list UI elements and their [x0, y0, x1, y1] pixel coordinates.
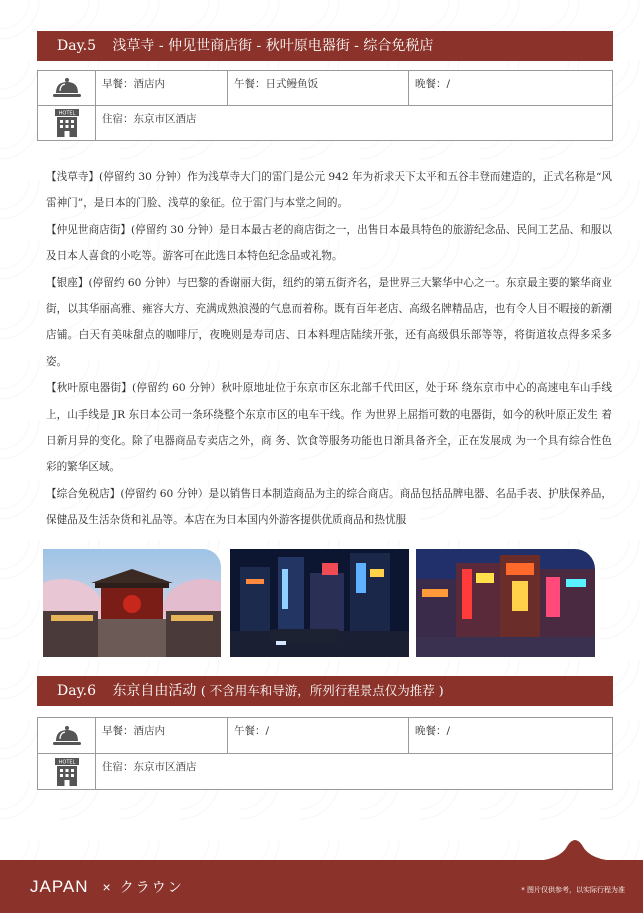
attraction-descriptions [46, 164, 612, 534]
day5-label: Day.5 [57, 38, 96, 54]
paragraph-ginza: 【银座】(停留约 60 分钟）与巴黎的香谢丽大街，纽约的第五街齐名，是世界三大繁华中心之一。东京最主要的繁华商业街，以其华丽高雅、雍容大方、充满成熟浪漫的气息而着称。既有百年老店、高级名牌精品店，也有令人目不暇接的新潮店铺。白天有美味甜点的咖啡厅，夜晚则是寿司店、日本料理店陆续开张，还有高级俱乐部等等，将街道妆点得多采多姿。 [46, 276, 612, 368]
day6-breakfast: 早餐：酒店内 [96, 718, 228, 754]
ginza-night-street-photo [230, 549, 409, 657]
day6-meal-icon-cell [38, 718, 96, 754]
day6-info-table [37, 717, 613, 790]
day6-dinner: 晚餐：/ [409, 718, 613, 754]
food-cloche-icon [52, 730, 82, 742]
sensoji-temple-photo [43, 549, 221, 657]
paragraph-sensoji: 【浅草寺】(停留约 30 分钟）作为浅草寺大门的雷门是公元 942 年为祈求天下太平和五谷丰登而建造的，正式名称是“风雷神门”，是日本的门脸、浅草的象征。位于雷门与本堂之间的。 [46, 171, 612, 210]
hotel-icon-label: HOTEL [58, 110, 75, 117]
day5-hotel: 住宿：东京市区酒店 [96, 106, 613, 141]
akihabara-neon-street-photo [416, 549, 595, 657]
hotel-building-icon [54, 110, 80, 129]
photo-strip [43, 549, 595, 657]
hotel-icon-label: HOTEL [58, 759, 75, 766]
footer-brand-kana: クラウン [119, 879, 184, 895]
footer-roof-ornament [530, 835, 620, 861]
day6-label: Day.6 [57, 683, 96, 699]
paragraph-akihabara: 【秋叶原电器街】(停留约 60 分钟）秋叶原地址位于东京市区东北部千代田区，处于环 绕东京市中心的高速电车山手线上，山手线是 JR 东日本公司一条环绕整个东京市区的电车干线。作 为世界上屈指可数的电器街，如今的秋叶原正发生 着日新月异的变化。除了电器商品专卖店之外，商 务、饮食等服务功能也日渐具备齐全，正在发展成 为一个具有综合性色彩的繁华区域。 [46, 382, 612, 474]
day6-hotel-icon-cell [38, 754, 96, 790]
hotel-building-icon [54, 759, 80, 778]
day5-info-table [37, 70, 613, 141]
day6-subtitle: ( 不含用车和导游，所列行程景点仅为推荐 ) [200, 683, 444, 698]
paragraph-duty-free: 【综合免税店】(停留约 60 分钟）是以销售日本制造商品为主的综合商店。商品包括品牌电器、名品手表、护肤保养品，保健品及生活杂货和礼品等。本店在为日本国内外游客提供优质商品和热忧服 [46, 487, 612, 527]
footer-note: * 图片仅供参考，以实际行程为准 [521, 886, 625, 894]
day6-header [37, 676, 613, 706]
footer-brand-name: JAPAN [30, 877, 89, 896]
day5-header [37, 31, 613, 61]
paragraph-nakamise: 【仲见世商店街】(停留约 30 分钟）是日本最古老的商店街之一，出售日本最具特色的旅游纪念品、民间工艺品、和服以及日本人喜食的小吃等。游客可在此选日本特色纪念品或礼物。 [46, 223, 612, 263]
footer-brand [30, 877, 184, 897]
day6-title: 东京自由活动 [112, 683, 197, 699]
day5-title: 浅草寺 - 仲见世商店街 - 秋叶原电器街 - 综合免税店 [112, 38, 434, 54]
day5-hotel-icon-cell [38, 106, 96, 141]
day5-dinner: 晚餐：/ [409, 71, 613, 106]
footer-separator: × [102, 879, 112, 895]
day5-meal-icon-cell [38, 71, 96, 106]
day5-breakfast: 早餐：酒店内 [96, 71, 228, 106]
food-cloche-icon [52, 82, 82, 94]
day6-hotel: 住宿：东京市区酒店 [96, 754, 613, 790]
day6-lunch: 午餐：/ [228, 718, 409, 754]
day5-lunch: 午餐：日式鳗鱼饭 [228, 71, 409, 106]
